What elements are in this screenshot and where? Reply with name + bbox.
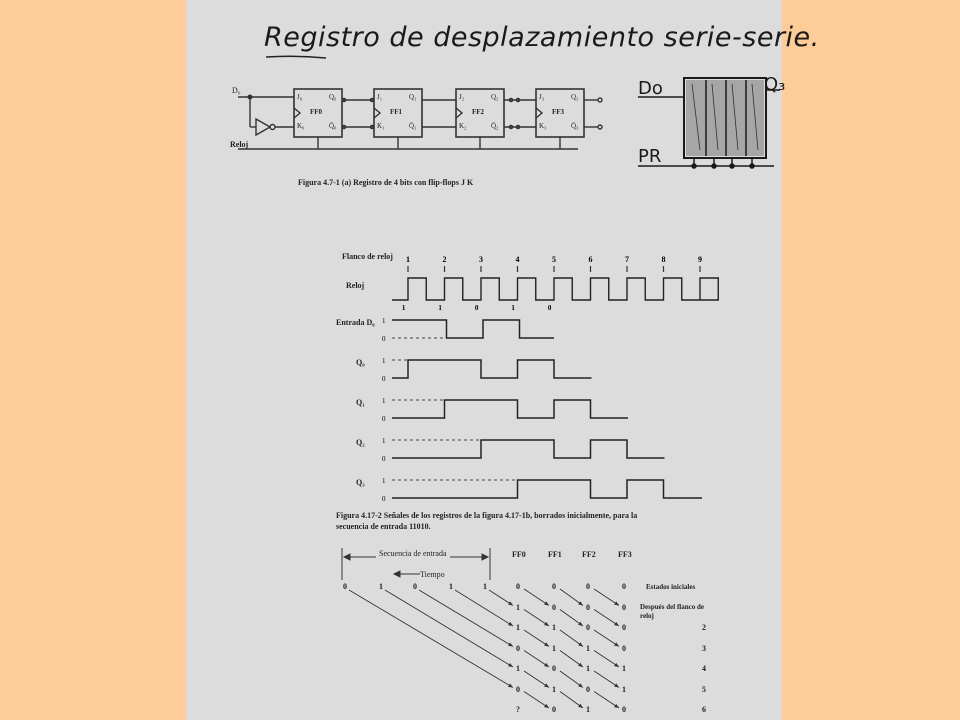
ff2-k-label: K₂ [459,122,467,130]
shift-arrowhead [614,642,619,646]
flank-number: 1 [406,255,410,264]
row-index: 6 [702,705,706,714]
state-cell: 1 [622,684,626,694]
shift-arrow [419,590,513,647]
input-seq-1: 1 [379,582,383,591]
state-cell: 1 [552,684,556,694]
ff3-qn-label: Q̄₃ [571,122,579,130]
state-cell: 1 [586,664,590,673]
shift-arrowhead [508,622,513,626]
level-high-label: 1 [382,397,386,405]
input-bit: 0 [547,304,552,312]
col-header-ff3: FF3 [618,550,632,559]
circuit-input-label: D₀ [232,86,241,95]
ff2-j-label: J₂ [459,93,465,101]
state-cell: 1 [586,643,590,653]
flank-number: 2 [442,255,447,264]
state-cell: 1 [516,623,520,632]
state-cell: 1 [552,623,556,632]
state-cell: 0 [516,684,520,694]
state-cell: 1 [516,664,520,673]
shift-arrowhead [578,704,583,708]
col-header-ff1: FF1 [548,550,562,559]
shift-arrowhead [544,663,549,667]
sequence-label: Secuencia de entrada [376,549,450,558]
timing-caption-line1: Figura 4.17-2 Señales de los registros de la figura 4.17-1b, borrados inicialmente, para la [336,511,638,520]
level-high-label: 1 [382,437,386,445]
circuit-clock-label: Reloj [230,140,249,149]
state-cell: 0 [516,582,520,591]
row-index: 3 [702,643,706,653]
shift-arrow [455,590,513,626]
ff3-q-label: Q₃ [571,93,579,101]
shift-arrowhead [614,704,619,708]
ff1-qn-label: Q̄₁ [409,122,417,130]
shift-arrowhead [614,622,619,626]
sketch-input-label: Do [638,78,663,99]
state-cell: 0 [622,582,626,591]
state-cell: 0 [622,643,626,653]
timing-clock-label: Reloj [346,281,365,290]
ff0-qn-label: Q̄₀ [329,122,337,130]
state-cell: 0 [552,664,556,673]
shift-arrowhead [578,663,583,667]
shift-arrow [349,590,513,688]
flank-number: 7 [625,255,629,264]
ff0-k-label: K₀ [297,122,305,130]
input-seq-0: 0 [343,582,347,591]
level-low-label: 0 [382,415,386,423]
state-cell: 1 [552,643,556,653]
col-header-ff2: FF2 [582,550,596,559]
scanned-page [186,0,820,720]
state-cell: 0 [552,602,556,612]
input-bit: 0 [474,304,479,312]
state-cell: 0 [586,623,590,632]
state-cell: ? [516,705,520,714]
timing-input-label: Entrada D₀ [336,318,375,327]
ff3-k-label: K₃ [539,122,547,130]
page-title: Registro de desplazamiento serie-serie. [264,22,820,53]
state-cell: 0 [552,705,556,714]
timing-q0-label: Q₀ [356,358,365,367]
row-label-initial: Estados iniciales [646,583,696,591]
shift-arrowhead [578,642,583,646]
sketch-output-label: Q₃ [764,74,786,95]
shift-arrowhead [614,663,619,667]
timing-q2-label: Q₂ [356,438,365,447]
timing-caption-line2: secuencia de entrada 11010. [336,522,431,531]
input-bit: 1 [401,304,406,312]
state-cell: 0 [622,602,626,612]
shift-arrowhead [508,601,513,605]
ff2-qn-label: Q̄₂ [491,122,499,130]
col-header-ff0: FF0 [512,550,526,559]
flank-number: 4 [515,255,520,264]
state-cell: 1 [516,602,520,612]
level-low-label: 0 [382,455,386,463]
input-seq-4: 1 [483,582,487,591]
ff3-j-label: J₃ [539,93,545,101]
state-cell: 0 [586,602,590,612]
state-cell: 1 [586,705,590,714]
state-cell: 0 [516,643,520,653]
shift-arrowhead [544,622,549,626]
input-seq-3: 1 [449,582,453,591]
shift-arrowhead [544,704,549,708]
ff0-q-label: Q₀ [329,93,337,101]
state-cell: 0 [586,684,590,694]
state-cell: 1 [622,664,626,673]
state-cell: 0 [622,623,626,632]
shift-arrowhead [544,683,549,687]
ff0-name: FF0 [310,108,323,116]
row-index: 2 [702,623,706,632]
level-low-label: 0 [382,495,386,503]
input-seq-2: 0 [413,582,417,591]
flank-number: 9 [698,255,702,264]
timing-q3-label: Q₃ [356,478,365,487]
time-label: Tiempo [420,570,445,579]
shift-arrowhead [578,601,583,605]
flank-number: 6 [588,255,593,264]
shift-arrow [385,590,513,667]
ff0-j-label: J₀ [297,93,303,101]
shift-arrowhead [578,683,583,687]
shift-arrowhead [614,601,619,605]
input-bit: 1 [438,304,442,312]
ff1-name: FF1 [390,108,403,116]
timing-q1-label: Q₁ [356,398,365,407]
level-high-label: 1 [382,317,386,325]
ff3-name: FF3 [552,108,565,116]
timing-flank-label: Flanco de reloj [342,252,393,261]
state-cell: 0 [586,582,590,591]
level-high-label: 1 [382,357,386,365]
circuit-caption: Figura 4.7-1 (a) Registro de 4 bits con flip-flops J K [298,178,474,187]
ff1-q-label: Q₁ [409,93,417,101]
flank-number: 5 [552,255,556,264]
ff2-q-label: Q₂ [491,93,499,101]
state-cell: 0 [622,705,626,714]
row-index: 4 [702,664,706,673]
level-low-label: 0 [382,335,386,343]
shift-arrowhead [544,601,549,605]
flank-number: 3 [479,255,483,264]
level-high-label: 1 [382,477,386,485]
shift-arrowhead [578,622,583,626]
shift-arrowhead [544,642,549,646]
shift-arrowhead [614,683,619,687]
flank-number: 8 [661,255,666,264]
level-low-label: 0 [382,375,386,383]
input-bit: 1 [511,304,515,312]
ff2-name: FF2 [472,108,485,116]
state-cell: 0 [552,582,556,591]
row-index: 5 [702,684,706,694]
sketch-preset-label: PR [638,146,662,167]
ff1-k-label: K₁ [377,122,385,130]
ff1-j-label: J₁ [377,93,383,101]
row-label-after: Después del flanco de reloj [640,603,704,620]
